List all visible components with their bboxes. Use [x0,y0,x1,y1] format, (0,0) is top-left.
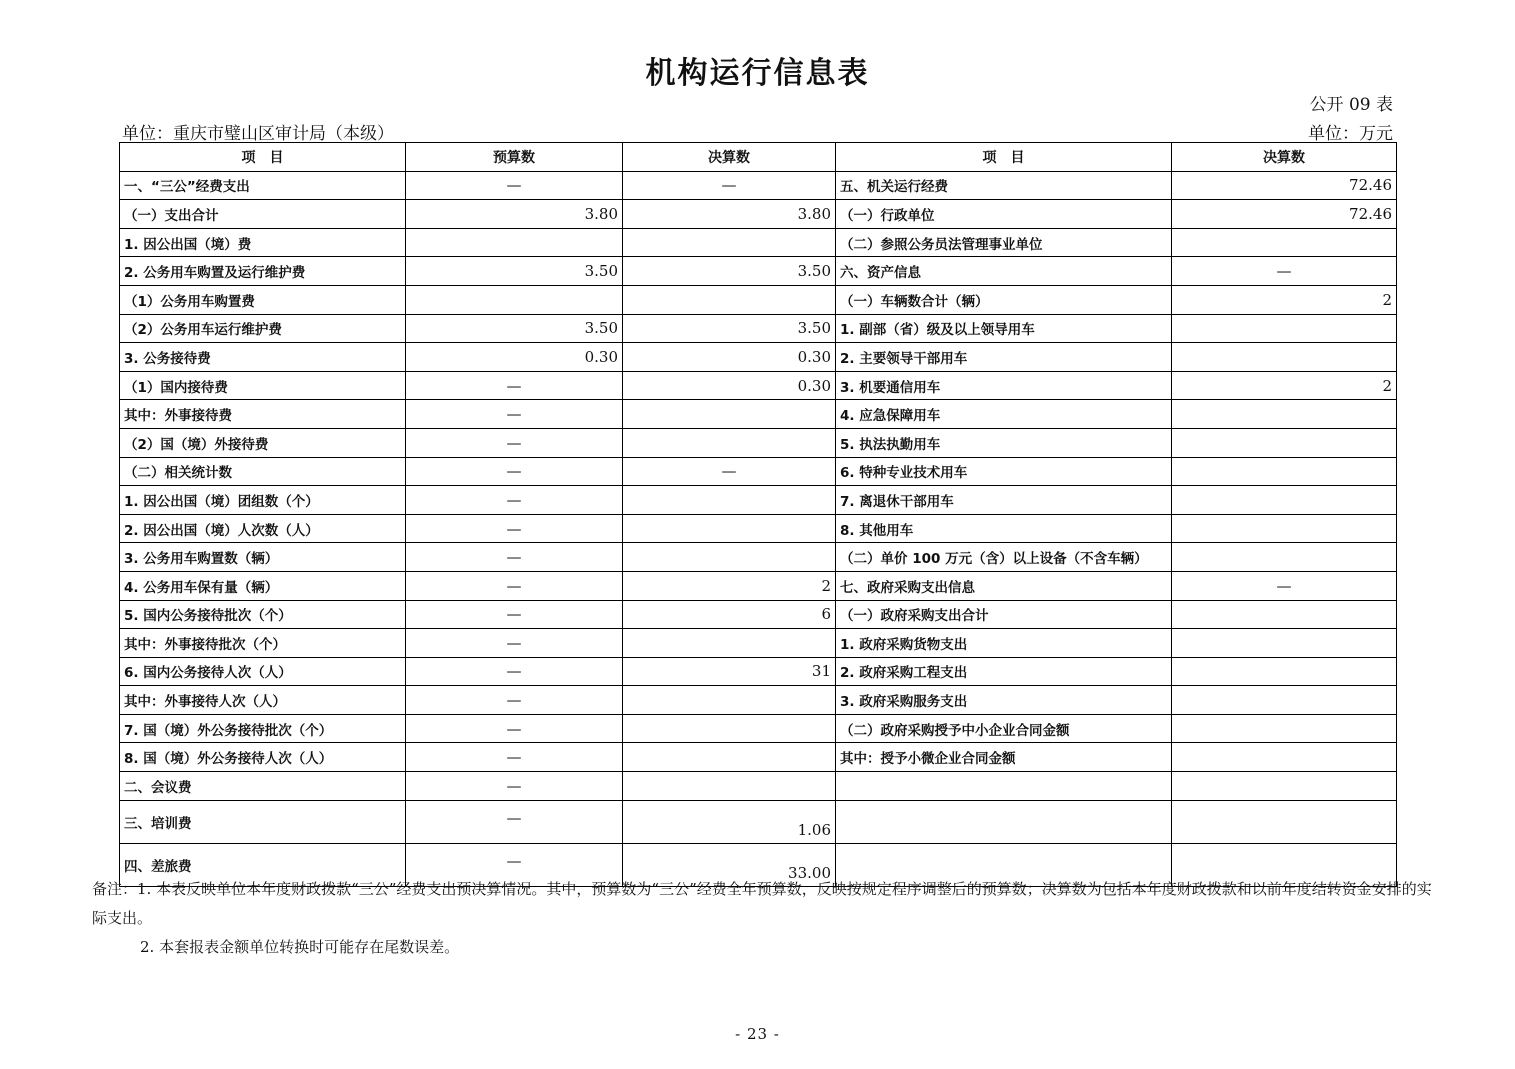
final-value [623,629,836,658]
final-value [623,543,836,572]
table-row [120,629,1397,658]
right-final-value [1172,543,1397,572]
left-item-label: 其中：外事接待费 [120,400,406,429]
left-item-label: 其中：外事接待批次（个） [120,629,406,658]
right-final-value [1172,743,1397,772]
left-item-label: 8. 国（境）外公务接待人次（人） [120,743,406,772]
right-item-label: 2. 政府采购工程支出 [836,657,1172,686]
table-row [120,571,1397,600]
final-value: 33.00 [623,843,836,886]
right-final-value [1172,457,1397,486]
table-row [120,371,1397,400]
header-final-2: 决算数 [1172,143,1397,172]
table-row [120,314,1397,343]
right-item-label: （二）参照公务员法管理事业单位 [836,228,1172,257]
right-final-value [1172,514,1397,543]
right-item-label: 6. 特种专业技术用车 [836,457,1172,486]
left-item-label: 3. 公务接待费 [120,343,406,372]
notes [92,875,1432,962]
right-final-value [1172,228,1397,257]
left-item-label: （1）国内接待费 [120,371,406,400]
final-value: — [623,171,836,200]
right-item-label: 五、机关运行经费 [836,171,1172,200]
right-final-value [1172,314,1397,343]
left-item-label: 2. 因公出国（境）人次数（人） [120,514,406,543]
final-value [623,228,836,257]
right-final-value [1172,600,1397,629]
right-final-value [1172,629,1397,658]
final-value [623,428,836,457]
table-row [120,714,1397,743]
right-item-label [836,800,1172,843]
right-final-value: — [1172,571,1397,600]
table-row [120,171,1397,200]
note-line-1: 备注：1. 本表反映单位本年度财政拨款“三公”经费支出预决算情况。其中，预算数为“三公”经费全年预算数，反映按规定程序调整后的预算数；决算数为包括本年度财政拨款和以前年度结转资金安排的实际支出。 [92,880,1432,927]
table-row [120,400,1397,429]
left-item-label: 一、“三公”经费支出 [120,171,406,200]
right-final-value: 2 [1172,371,1397,400]
right-item-label: 2. 主要领导干部用车 [836,343,1172,372]
right-item-label: （一）车辆数合计（辆） [836,285,1172,314]
budget-value: — [406,514,623,543]
right-item-label [836,772,1172,801]
left-item-label: （2）公务用车运行维护费 [120,314,406,343]
budget-value: — [406,543,623,572]
right-item-label: 七、政府采购支出信息 [836,571,1172,600]
final-value [623,285,836,314]
right-final-value: 72.46 [1172,200,1397,229]
budget-value: — [406,657,623,686]
left-item-label: （1）公务用车购置费 [120,285,406,314]
right-final-value [1172,486,1397,515]
right-final-value [1172,428,1397,457]
budget-value: 3.80 [406,200,623,229]
left-item-label: 二、会议费 [120,772,406,801]
right-item-label: 7. 离退休干部用车 [836,486,1172,515]
left-item-label: 3. 公务用车购置数（辆） [120,543,406,572]
left-item-label: 6. 国内公务接待人次（人） [120,657,406,686]
page-number: - 23 - [735,1025,780,1043]
final-value [623,400,836,429]
table-row [120,772,1397,801]
left-item-label: （2）国（境）外接待费 [120,428,406,457]
left-item-label: （一）支出合计 [120,200,406,229]
right-final-value: — [1172,257,1397,286]
header-item: 项 目 [120,143,406,172]
right-final-value [1172,772,1397,801]
left-item-label: 5. 国内公务接待批次（个） [120,600,406,629]
right-final-value [1172,343,1397,372]
table-row [120,257,1397,286]
table-row [120,285,1397,314]
right-item-label: 六、资产信息 [836,257,1172,286]
table-row [120,686,1397,715]
table-body [120,171,1397,886]
final-value: 0.30 [623,371,836,400]
left-item-label: （二）相关统计数 [120,457,406,486]
final-value: 0.30 [623,343,836,372]
right-final-value: 2 [1172,285,1397,314]
right-item-label: 1. 政府采购货物支出 [836,629,1172,658]
budget-value: — [406,600,623,629]
right-item-label: （二）单价 100 万元（含）以上设备（不含车辆） [836,543,1172,572]
budget-value: 3.50 [406,314,623,343]
left-item-label: 2. 公务用车购置及运行维护费 [120,257,406,286]
final-value: 6 [623,600,836,629]
table-row [120,514,1397,543]
budget-value: — [406,843,623,886]
budget-value: — [406,371,623,400]
final-value [623,743,836,772]
table-row [120,428,1397,457]
table-row [120,543,1397,572]
budget-value: — [406,629,623,658]
final-value [623,514,836,543]
final-value: 3.80 [623,200,836,229]
currency-unit: 单位：万元 [1308,124,1393,144]
right-final-value [1172,657,1397,686]
right-final-value [1172,714,1397,743]
budget-value: 3.50 [406,257,623,286]
right-item-label: （一）政府采购支出合计 [836,600,1172,629]
page-title: 机构运行信息表 [645,56,870,91]
right-item-label: 3. 机要通信用车 [836,371,1172,400]
final-value [623,686,836,715]
note-line-2: 2. 本套报表金额单位转换时可能存在尾数误差。 [140,938,460,956]
table-row [120,600,1397,629]
right-item-label: （二）政府采购授予中小企业合同金额 [836,714,1172,743]
right-final-value: 72.46 [1172,171,1397,200]
final-value: 2 [623,571,836,600]
left-item-label: 1. 因公出国（境）团组数（个） [120,486,406,515]
right-final-value [1172,800,1397,843]
budget-value: — [406,571,623,600]
budget-value: — [406,171,623,200]
budget-value: — [406,457,623,486]
left-item-label: 7. 国（境）外公务接待批次（个） [120,714,406,743]
final-value [623,714,836,743]
final-value: 31 [623,657,836,686]
final-value [623,486,836,515]
header-item-2: 项 目 [836,143,1172,172]
budget-value: — [406,428,623,457]
right-item-label: 4. 应急保障用车 [836,400,1172,429]
budget-value: — [406,800,623,843]
budget-value: — [406,400,623,429]
right-item-label: 1. 副部（省）级及以上领导用车 [836,314,1172,343]
right-final-value [1172,686,1397,715]
right-final-value [1172,400,1397,429]
organization-unit: 单位：重庆市璧山区审计局（本级） [122,124,394,144]
left-item-label: 4. 公务用车保有量（辆） [120,571,406,600]
right-item-label: 其中：授予小微企业合同金额 [836,743,1172,772]
form-number: 公开 09 表 [1309,95,1393,115]
right-item-label: （一）行政单位 [836,200,1172,229]
table-row [120,200,1397,229]
table-header-row [120,143,1397,172]
budget-value [406,228,623,257]
table-row [120,457,1397,486]
table-row [120,228,1397,257]
table-row [120,657,1397,686]
budget-value: — [406,486,623,515]
left-item-label: 其中：外事接待人次（人） [120,686,406,715]
left-item-label: 1. 因公出国（境）费 [120,228,406,257]
table-row [120,743,1397,772]
info-table [119,142,1397,887]
right-item-label: 8. 其他用车 [836,514,1172,543]
header-budget: 预算数 [406,143,623,172]
final-value: — [623,457,836,486]
right-item-label: 5. 执法执勤用车 [836,428,1172,457]
budget-value: 0.30 [406,343,623,372]
budget-value [406,285,623,314]
left-item-label: 三、培训费 [120,800,406,843]
budget-value: — [406,743,623,772]
final-value [623,772,836,801]
budget-value: — [406,686,623,715]
final-value: 3.50 [623,257,836,286]
right-item-label: 3. 政府采购服务支出 [836,686,1172,715]
budget-value: — [406,714,623,743]
table-row [120,486,1397,515]
header-final: 决算数 [623,143,836,172]
final-value: 1.06 [623,800,836,843]
table-row [120,800,1397,843]
table-row [120,343,1397,372]
final-value: 3.50 [623,314,836,343]
left-item-label: 四、差旅费 [120,843,406,886]
budget-value: — [406,772,623,801]
